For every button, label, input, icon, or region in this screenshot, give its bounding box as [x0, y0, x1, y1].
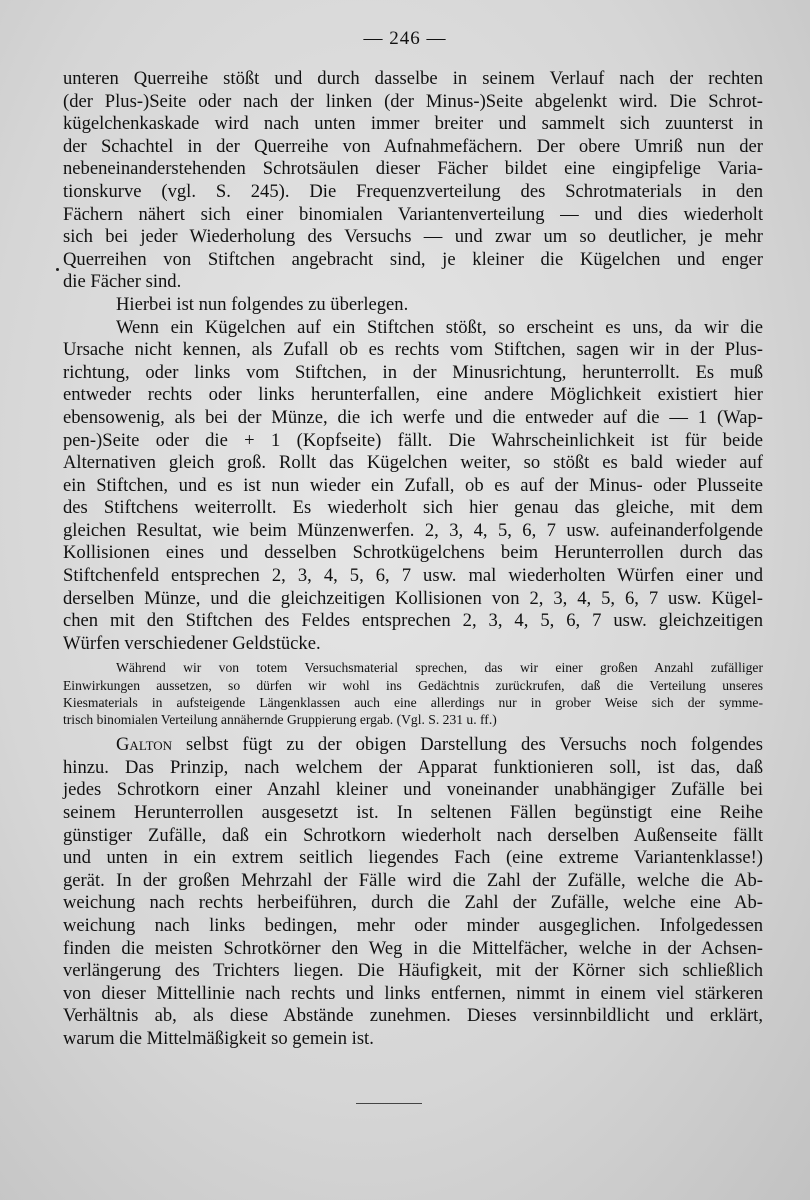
- text-line: derselben Münze, und die gleichzeitigen Kollisionen von 2, 3, 4, 5, 6, 7 usw. Kügel-: [63, 587, 763, 609]
- text-line: jedes Schrotkorn einer Anzahl kleiner und voneinander unabhängiger Zufälle bei: [63, 779, 763, 801]
- text-line: weichung nach rechts herbeiführen, durch die Zahl der Zufälle, welche eine Ab-: [63, 892, 763, 914]
- paragraph-3: [63, 317, 763, 656]
- text-line: Würfen verschiedener Geldstücke.: [63, 632, 321, 654]
- text-line: gleichen Resultat, wie beim Münzenwerfen. 2, 3, 4, 5, 6, 7 usw. aufeinanderfolgende: [63, 519, 763, 541]
- page-number: — 246 —: [363, 28, 447, 49]
- text-line: [63, 734, 763, 757]
- text-line: chen mit den Stiftchen des Feldes entsprechen 2, 3, 4, 5, 6, 7 usw. gleichzeitigen: [63, 610, 763, 632]
- text-fragment: selbst fügt zu der obigen Darstellung des Versuchs noch folgendes: [186, 734, 763, 756]
- note-line: Einwirkungen aussetzen, so dürfen wir wohl ins Gedächtnis zurückrufen, daß die Verteilung unseres: [63, 677, 763, 693]
- text-line: richtung, oder links vom Stiftchen, in der Minusrichtung, herunterrollt. Es muß: [63, 361, 763, 383]
- text-line: Querreihen von Stiftchen angebracht sind, je kleiner die Kügelchen und enger: [63, 248, 763, 270]
- paragraph-1: [63, 68, 763, 294]
- paragraph-4: [63, 734, 763, 1050]
- text-line: hinzu. Das Prinzip, nach welchem der Apparat funktionieren soll, ist das, daß: [63, 756, 763, 778]
- note-line: trisch binomialen Verteilung annähernde Gruppierung ergab. (Vgl. S. 231 u. ff.): [63, 712, 497, 727]
- text-line: und unten in ein extrem seitlich liegendes Fach (eine extreme Variantenklasse!): [63, 847, 763, 869]
- text-line: Fächern nähert sich einer binomialen Variantenverteilung — und dies wiederholt: [63, 203, 763, 225]
- author-name: Galton: [116, 734, 173, 756]
- text-line: der Schachtel in der Querreihe von Aufnahmefächern. Der obere Umriß nun der: [63, 135, 763, 157]
- small-print-note: [63, 659, 763, 728]
- text-line: warum die Mittelmäßigkeit so gemein ist.: [63, 1027, 374, 1049]
- text-line: verlängerung des Trichters liegen. Die Häufigkeit, mit der Körner sich schließlich: [63, 960, 763, 982]
- text-line: gerät. In der großen Mehrzahl der Fälle wird die Zahl der Zufälle, welche die Ab-: [63, 869, 763, 891]
- text-line: nebeneinanderstehenden Schrotsäulen dieser Fächer bildet eine eingipfelige Varia-: [63, 158, 763, 180]
- text-line: tionskurve (vgl. S. 245). Die Frequenzverteilung des Schrotmaterials in den: [63, 180, 763, 202]
- text-line: Hierbei ist nun folgendes zu überlegen.: [116, 293, 409, 315]
- section-divider: [356, 1103, 422, 1104]
- note-line: Kiesmaterials in aufsteigende Längenklassen auch eine allerdings nur in grober Weise sich der symme-: [63, 694, 763, 710]
- text-line: (der Plus-)Seite oder nach der linken (der Minus-)Seite abgelenkt wird. Die Schrot-: [63, 90, 763, 112]
- note-line: Während wir von totem Versuchsmaterial sprechen, das wir einer großen Anzahl zufälliger: [116, 660, 763, 676]
- text-line: Verhältnis ab, als diese Abstände zunehmen. Dieses versinnbildlicht und erklärt,: [63, 1005, 763, 1027]
- text-line: pen-)Seite oder die + 1 (Kopfseite) fällt. Die Wahrscheinlichkeit ist für beide: [63, 429, 763, 451]
- text-line: kügelchenkaskade wird nach unten immer breiter und sammelt sich zuunterst in: [63, 113, 763, 135]
- margin-dot: [56, 268, 59, 271]
- text-line: Ursache nicht kennen, als Zufall ob es rechts vom Stiftchen, sagen wir in der Plus-: [63, 339, 763, 361]
- text-line: Stiftchenfeld entsprechen 2, 3, 4, 5, 6, 7 usw. mal wiederholten Würfen einer und: [63, 565, 763, 587]
- text-line: des Stiftchens weiterrollt. Es wiederholt sich hier genau das gleiche, mit dem: [63, 497, 763, 519]
- text-line: Kollisionen eines und desselben Schrotkügelchens beim Herunterrollen durch das: [63, 542, 763, 564]
- text-line: Alternativen gleich groß. Rollt das Kügelchen weiter, so stößt es bald wieder auf: [63, 452, 763, 474]
- text-line: ebensowenig, als bei der Münze, die ich werfe und die entweder auf die — 1 (Wap-: [63, 406, 763, 428]
- text-line: finden die meisten Schrotkörner den Weg in die Mittelfächer, welche in der Achsen-: [63, 937, 763, 959]
- text-line: günstiger Zufälle, daß ein Schrotkorn wiederholt nach derselben Außenseite fällt: [63, 824, 763, 846]
- text-line: seinem Herunterrollen ausgesetzt ist. In seltenen Fällen begünstigt eine Reihe: [63, 801, 763, 823]
- text-line: sich bei jeder Wiederholung des Versuchs — und zwar um so deutlicher, je mehr: [63, 226, 763, 248]
- text-line: entweder rechts oder links herunterfallen, eine andere Möglichkeit existiert hier: [63, 384, 763, 406]
- text-line: Wenn ein Kügelchen auf ein Stiftchen stößt, so erscheint es uns, da wir die: [116, 316, 763, 338]
- text-line: die Fächer sind.: [63, 271, 182, 293]
- body-text: [63, 68, 763, 1051]
- text-line: unteren Querreihe stößt und durch dasselbe in seinem Verlauf nach der rechten: [63, 68, 763, 89]
- text-line: ein Stiftchen, und es ist nun wieder ein Zufall, ob es auf der Minus- oder Plusseite: [63, 474, 763, 496]
- paragraph-2: [63, 294, 763, 317]
- text-line: von dieser Mittellinie nach rechts und links entfernen, nimmt in einem viel stärkeren: [63, 982, 763, 1004]
- text-line: weichung nach links bedingen, mehr oder minder ausgeglichen. Infolgedessen: [63, 914, 763, 936]
